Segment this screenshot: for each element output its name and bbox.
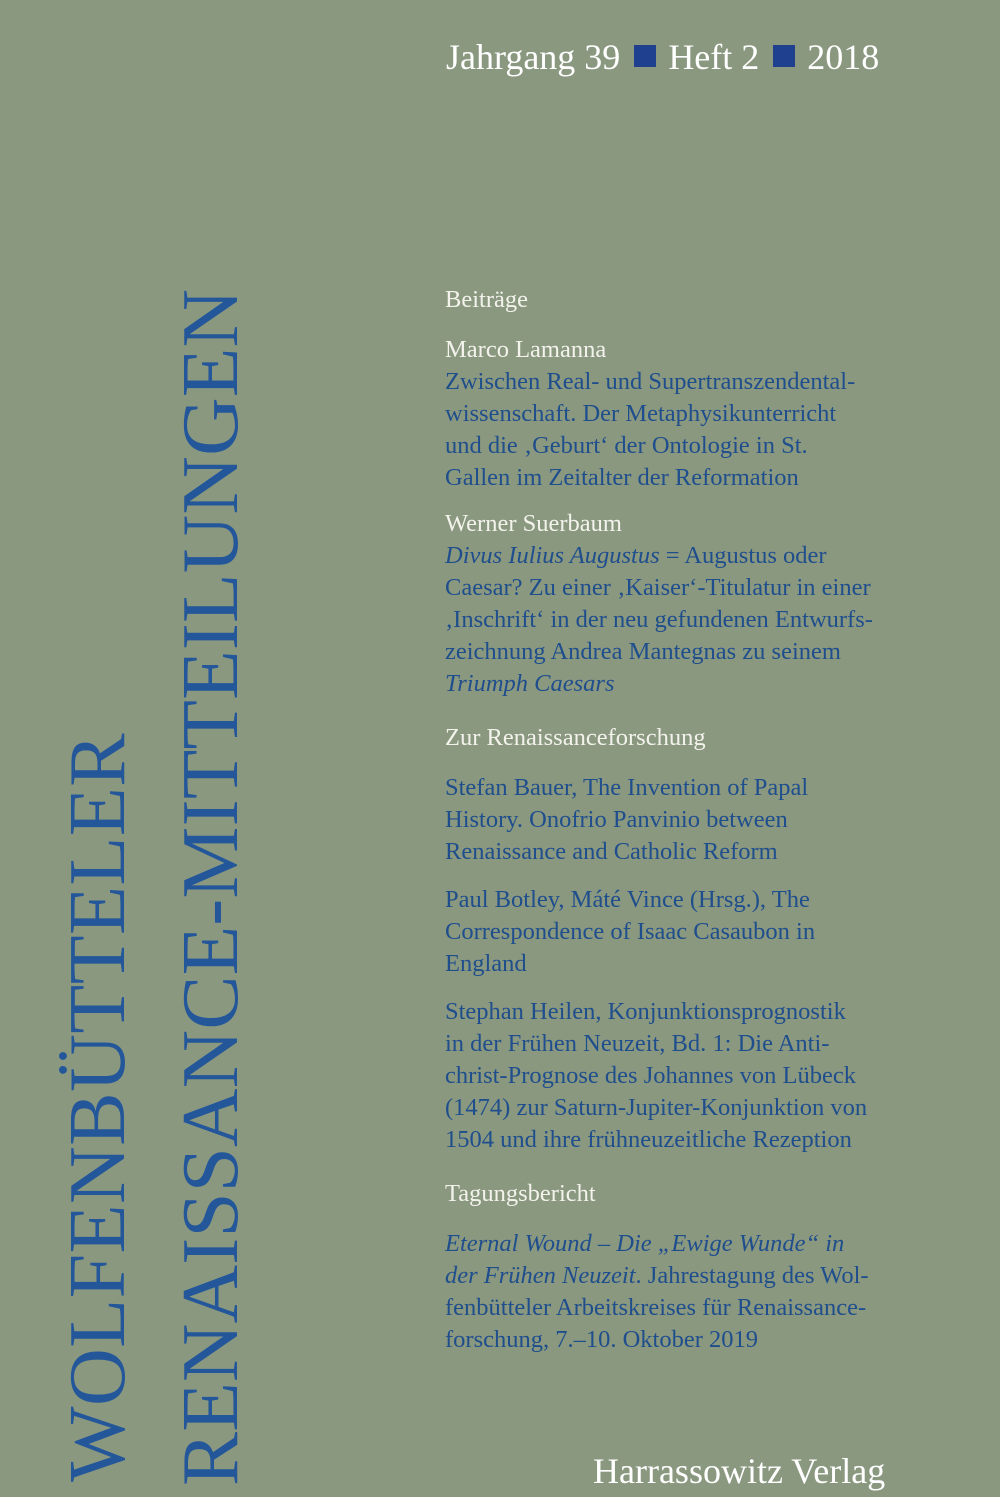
review-line: Correspondence of Isaac Casaubon in (445, 918, 816, 945)
issue-label: Heft 2 (668, 37, 760, 77)
report-title-line: Eternal Wound – Die „Ewige Wunde“ in (445, 1230, 845, 1257)
article-title-line: Triumph Caesars (445, 670, 615, 697)
article-title-text: = Augustus oder (659, 542, 827, 569)
review-line: Stephan Heilen, Konjunktionsprognostik (445, 998, 846, 1025)
article-author: Marco Lamanna (445, 336, 607, 363)
journal-title-line-1: WOLFENBÜTTELER (54, 732, 142, 1482)
volume-label: Jahrgang 39 (446, 37, 621, 77)
article-title-line: ‚Inschrift‘ in der neu gefundenen Entwurfs- (445, 606, 873, 633)
review-line: 1504 und ihre frühneuzeitliche Rezeption (445, 1126, 852, 1153)
review-line: (1474) zur Saturn-Jupiter-Konjunktion von (445, 1094, 868, 1121)
journal-title-line-2: RENAISSANCE-MITTEILUNGEN (165, 288, 255, 1486)
article-author: Werner Suerbaum (445, 510, 622, 537)
review-line: in der Frühen Neuzeit, Bd. 1: Die Anti- (445, 1030, 830, 1057)
report-entry (445, 1228, 965, 1356)
review-line: Renaissance and Catholic Reform (445, 838, 778, 865)
report-title-italic: der Frühen Neuzeit (445, 1262, 636, 1289)
review-line: History. Onofrio Panvinio between (445, 806, 788, 833)
article-title-line: zeichnung Andrea Mantegnas zu seinem (445, 638, 841, 665)
article-entry (445, 508, 965, 700)
separator-square-icon (634, 45, 656, 67)
report-title-line (445, 1260, 965, 1292)
table-of-contents (445, 284, 965, 1356)
publisher-name: Harrassowitz Verlag (593, 1451, 886, 1491)
year-label: 2018 (807, 37, 880, 77)
article-title-italic: Divus Iulius Augustus (445, 542, 660, 569)
article-title-line (445, 540, 965, 572)
article-title-line: Gallen im Zeitalter der Reformation (445, 464, 799, 491)
review-line: christ-Prognose des Johannes von Lübeck (445, 1062, 856, 1089)
section-heading-beitraege: Beiträge (445, 286, 528, 313)
review-line: Paul Botley, Máté Vince (Hrsg.), The (445, 886, 810, 913)
report-line: fenbütteler Arbeitskreises für Renaissance- (445, 1294, 867, 1321)
article-entry (445, 334, 965, 494)
review-entry (445, 996, 965, 1156)
review-entry (445, 772, 965, 868)
report-title-text: . Jahrestagung des Wol- (635, 1262, 869, 1289)
article-title-line: und die ‚Geburt‘ der Ontologie in St. (445, 432, 808, 459)
review-line: Stefan Bauer, The Invention of Papal (445, 774, 809, 801)
issue-header (446, 36, 879, 78)
report-line: forschung, 7.–10. Oktober 2019 (445, 1326, 759, 1353)
section-heading-tagungsbericht: Tagungsbericht (445, 1180, 596, 1207)
article-title-line: wissenschaft. Der Metaphysikunterricht (445, 400, 837, 427)
article-title-line: Zwischen Real- und Supertranszendental- (445, 368, 856, 395)
article-title-line: Caesar? Zu einer ‚Kaiser‘-Titulatur in einer (445, 574, 871, 601)
review-entry (445, 884, 965, 980)
section-heading-renaissanceforschung: Zur Renaissanceforschung (445, 724, 706, 751)
review-line: England (445, 950, 527, 977)
separator-square-icon (773, 45, 795, 67)
